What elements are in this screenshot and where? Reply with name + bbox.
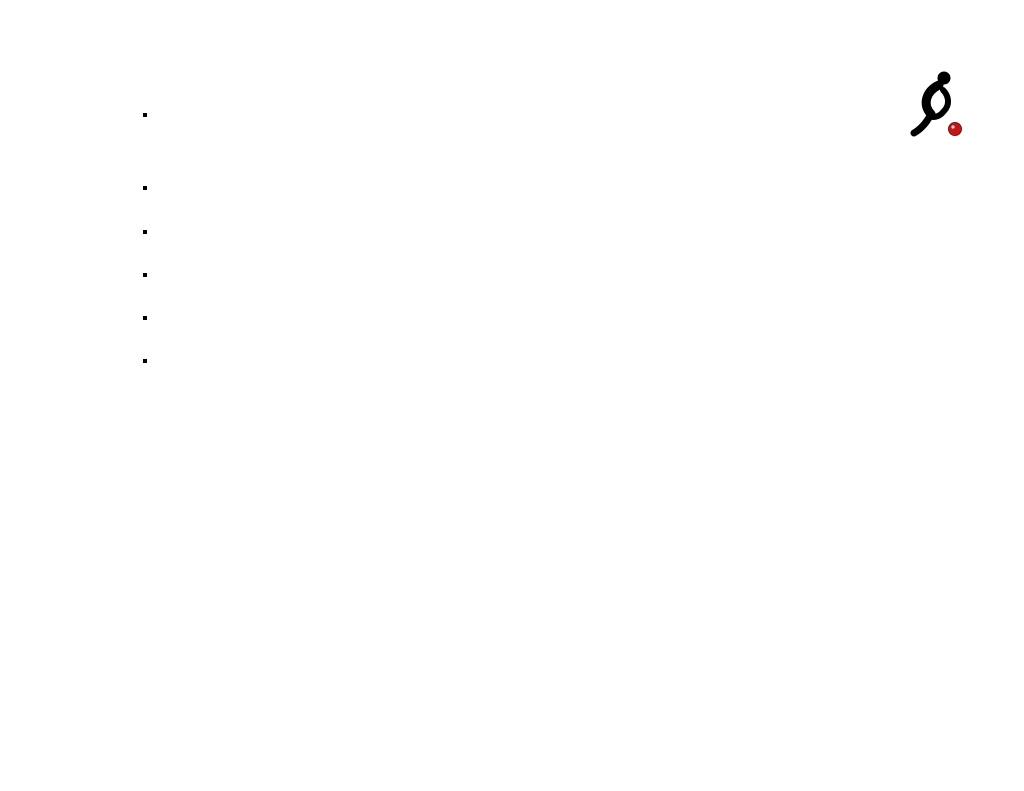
difelice-grid	[143, 273, 147, 277]
bocce-player-icon	[898, 68, 972, 140]
marinelli-grid	[143, 316, 147, 320]
header-and-formicone-grid	[143, 113, 147, 117]
flaminio-score-row	[143, 359, 147, 363]
nanni-grid	[143, 186, 147, 190]
vigasio-score-row	[143, 230, 147, 234]
legend	[28, 418, 788, 423]
bocce-player-logo	[898, 68, 972, 140]
